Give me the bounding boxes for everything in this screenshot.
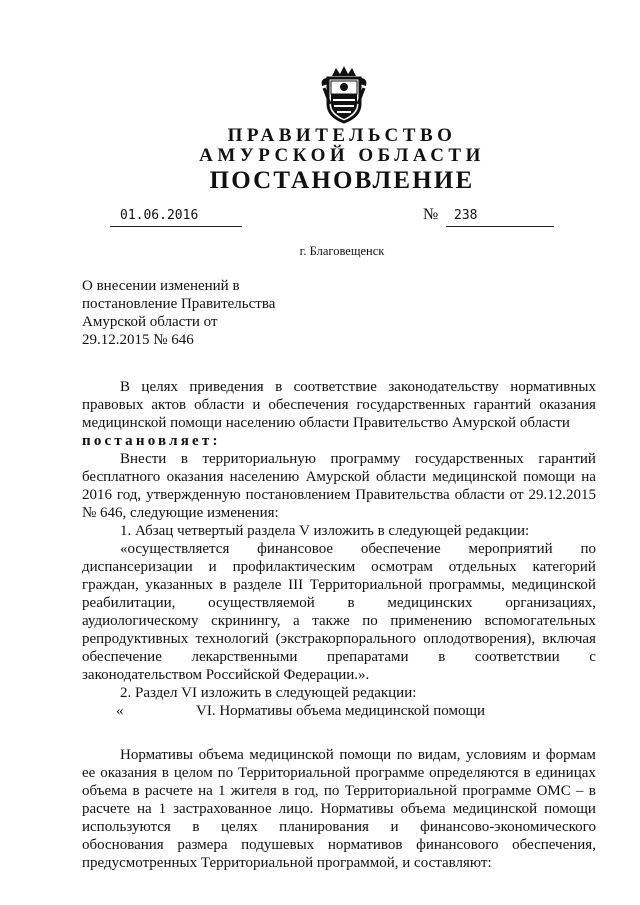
document-body xyxy=(82,378,596,872)
coat-of-arms-icon xyxy=(318,64,370,126)
paragraph-line: используются в целях планирования и финансово-экономического xyxy=(82,819,596,835)
section-heading xyxy=(82,702,596,720)
paragraph-line: предусмотренных Территориальной программой, и составляют: xyxy=(82,855,492,871)
document-subject xyxy=(82,277,275,349)
government-title: ПРАВИТЕЛЬСТВО xyxy=(227,125,457,146)
paragraph-line: 2016 год, утвержденную постановлением Правительства области от 29.12.2015 xyxy=(82,487,596,503)
paragraph-line: объема в расчете на 1 жителя в год, по Территориальной программе ОМС – в xyxy=(82,783,596,799)
quote-line: законодательством Российской Федерации.». xyxy=(82,667,370,683)
resolves-word: постановляет: xyxy=(82,433,221,449)
subject-line: 29.12.2015 № 646 xyxy=(82,332,194,348)
quote-line: диспансеризации и профилактическим осмотрам отдельных категорий xyxy=(82,559,596,575)
paragraph-line: расчете на 1 застрахованное лицо. Нормативы объема медицинской помощи xyxy=(82,801,596,817)
item-1: 1. Абзац четвертый раздела V изложить в следующей редакции: xyxy=(120,523,530,539)
quote-line: обеспечение лекарственными препаратами в соответствии с xyxy=(82,649,596,665)
subject-line: постановление Правительства xyxy=(82,296,276,312)
paragraph-line: Внести в территориальную программу государственных гарантий xyxy=(120,451,596,467)
quote-line: граждан, указанных в разделе III Территориальной программы, медицинской xyxy=(82,577,596,593)
section-title: VI. Нормативы объема медицинской помощи xyxy=(196,703,486,719)
quote-mark: « xyxy=(116,703,124,719)
quote-line: реабилитации, осуществляемой в медицинских организациях, xyxy=(82,595,596,611)
paragraph-line: № 646, следующие изменения: xyxy=(82,505,279,521)
paragraph-line: В целях приведения в соответствие законодательству нормативных xyxy=(120,379,596,395)
region-title: АМУРСКОЙ ОБЛАСТИ xyxy=(199,145,485,166)
paragraph-line: Нормативы объема медицинской помощи по видам, условиям и формам xyxy=(120,747,596,763)
quote-line: аудиологическому скринингу, а также по применению вспомогательных xyxy=(82,613,596,629)
document-type: ПОСТАНОВЛЕНИЕ xyxy=(209,167,475,194)
subject-line: О внесении изменений в xyxy=(82,278,240,294)
document-number: 238 xyxy=(446,207,554,227)
paragraph-line: обоснования размера подушевых нормативов финансового обеспечения, xyxy=(82,837,596,853)
paragraph-line: медицинской помощи населению области Правительство Амурской области xyxy=(82,415,570,431)
document-date: 01.06.2016 xyxy=(110,207,242,227)
quote-line: «осуществляется финансовое обеспечение мероприятий по xyxy=(120,541,596,557)
city: г. Благовещенск xyxy=(299,244,385,258)
number-sign: № xyxy=(423,206,439,223)
paragraph-line: ее оказания в целом по Территориальной программе определяются в единицах xyxy=(82,765,596,781)
item-2: 2. Раздел VI изложить в следующей редакции: xyxy=(120,685,417,701)
quote-line: репродуктивных технологий (экстракорпорального оплодотворения), включая xyxy=(82,631,596,647)
paragraph-line: бесплатного оказания населению Амурской области медицинской помощи на xyxy=(82,469,596,485)
paragraph-line: правовых актов области и обеспечения государственных гарантий оказания xyxy=(82,397,596,413)
subject-line: Амурской области от xyxy=(82,314,218,330)
